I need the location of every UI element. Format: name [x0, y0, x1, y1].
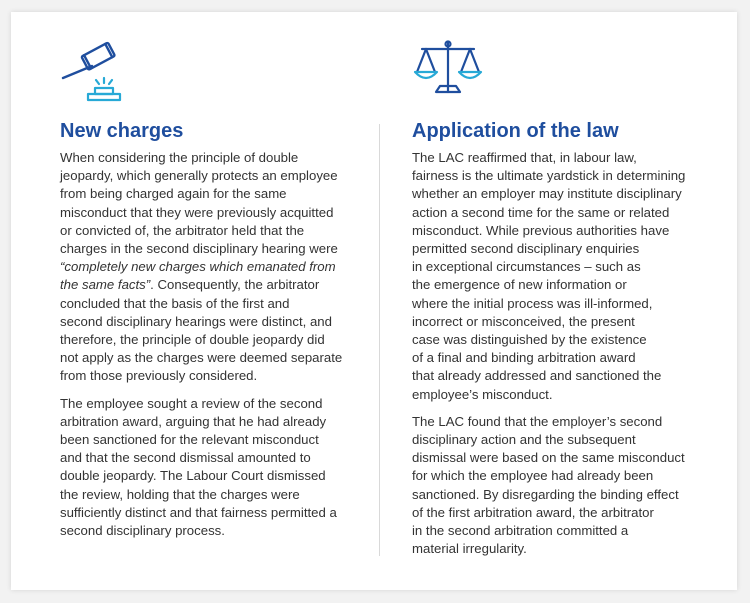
text-line: case was distinguished by the existence: [412, 332, 647, 348]
text-line: material irregularity.: [412, 541, 527, 557]
column-divider: [379, 124, 380, 556]
text-line: not apply as the charges were deemed separate: [60, 350, 343, 366]
section-heading: Application of the law: [412, 120, 619, 142]
text-line: whether an employer may institute disciplinary: [412, 186, 682, 202]
section-body: [412, 149, 685, 567]
text-line: The LAC found that the employer’s second: [412, 413, 663, 429]
paragraph: [412, 149, 685, 404]
text-line: from those previously considered.: [60, 368, 258, 384]
text-line: that already addressed and sanctioned the: [412, 368, 662, 384]
text-line: The employee sought a review of the second: [60, 395, 323, 411]
text-line: been sanctioned for the relevant misconduct: [60, 432, 319, 448]
text-line: second disciplinary process.: [60, 523, 225, 539]
text-line: arbitration award, arguing that he had already: [60, 413, 327, 429]
text-line: double jeopardy. The Labour Court dismissed: [60, 468, 326, 484]
text-line: incorrect or misconceived, the present: [412, 313, 635, 329]
text-line: charges in the second disciplinary hearing were: [60, 241, 338, 257]
text-line: and that the second dismissal amounted to: [60, 450, 311, 466]
gavel-icon: [60, 34, 132, 106]
text-line: misconduct that they were previously acquitted: [60, 204, 334, 220]
text-line: [60, 276, 342, 294]
scales-of-justice-icon: [412, 34, 484, 106]
text-line: disciplinary action and the subsequent: [412, 432, 636, 448]
section-body: [60, 149, 342, 549]
text-line: from being charged again for the same: [60, 186, 287, 202]
text-line: misconduct. While previous authorities have: [412, 222, 670, 238]
text-line: or convicted of, the arbitrator held that the: [60, 222, 305, 238]
text-line: action a second time for the same or related: [412, 204, 670, 220]
text-line: fairness is the ultimate yardstick in determining: [412, 168, 686, 184]
text-line: When considering the principle of double: [60, 150, 299, 165]
text-line: the emergence of new information or: [412, 277, 627, 293]
quoted-text: “completely new charges which emanated from: [60, 259, 336, 275]
text-line: jeopardy, which generally protects an employee: [60, 168, 338, 184]
text-line: the review, holding that the charges were: [60, 486, 300, 502]
quoted-text: the same facts”: [60, 277, 151, 293]
content-card: [11, 12, 737, 590]
text-line: in the second arbitration committed a: [412, 523, 629, 539]
text-line: sanctioned. By disregarding the binding effect: [412, 486, 679, 502]
text-line: employee’s misconduct.: [412, 386, 553, 402]
text-line: in exceptional circumstances – such as: [412, 259, 641, 275]
text-line: The LAC reaffirmed that, in labour law,: [412, 150, 637, 165]
text-line: for which the employee had already been: [412, 468, 654, 484]
paragraph: [412, 413, 685, 559]
text-line: therefore, the principle of double jeopardy did: [60, 332, 325, 348]
text-line: of a final and binding arbitration award: [412, 350, 636, 366]
text-line: permitted second disciplinary enquiries: [412, 241, 640, 257]
paragraph: [60, 149, 342, 386]
text-line: second disciplinary hearings were distinct, and: [60, 313, 332, 329]
text-line: of the first arbitration award, the arbitrator: [412, 504, 654, 520]
text-fragment: . Consequently, the arbitrator: [150, 277, 320, 293]
paragraph: [60, 395, 342, 541]
text-line: where the initial process was ill-informed,: [412, 295, 653, 311]
section-heading: New charges: [60, 120, 184, 142]
text-line: concluded that the basis of the first and: [60, 295, 290, 311]
text-line: sufficiently distinct and that fairness permitted a: [60, 504, 337, 520]
text-line: dismissal were based on the same misconduct: [412, 450, 685, 466]
